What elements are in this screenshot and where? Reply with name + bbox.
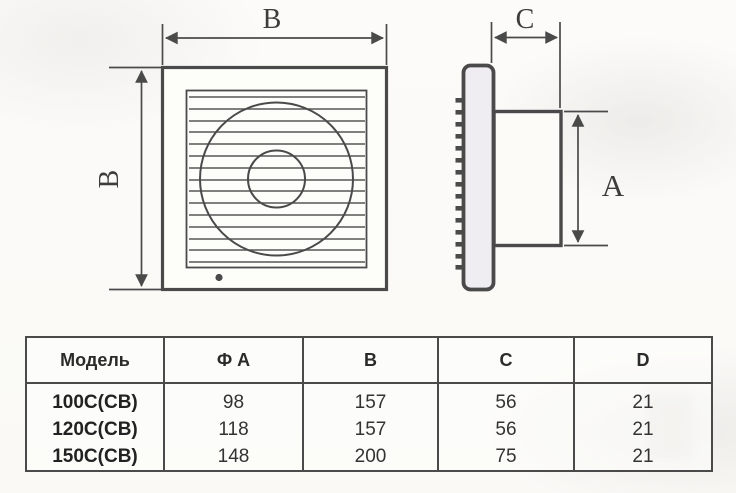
label-b-width: B xyxy=(262,4,282,35)
header-c: C xyxy=(438,337,574,383)
front-panel-profile xyxy=(464,66,494,290)
header-b: B xyxy=(303,337,438,383)
table-row xyxy=(26,383,712,416)
table-row xyxy=(26,443,712,471)
table-header-row xyxy=(26,337,712,383)
cell-diameter-a: 148 xyxy=(164,443,303,471)
cell-b: 157 xyxy=(303,416,438,443)
table-row xyxy=(26,416,712,443)
cell-d: 21 xyxy=(574,416,712,443)
front-view xyxy=(163,68,387,290)
header-model: Модель xyxy=(26,337,164,383)
cell-c: 56 xyxy=(438,383,574,416)
cell-d: 21 xyxy=(574,443,712,471)
cell-model: 120C(CB) xyxy=(52,418,138,440)
cell-c: 75 xyxy=(438,443,574,471)
cell-b: 200 xyxy=(303,443,438,471)
cell-d: 21 xyxy=(574,383,712,416)
label-c-depth: C xyxy=(515,4,535,35)
cell-model: 100C(CB) xyxy=(52,391,138,413)
cell-model: 150C(CB) xyxy=(52,445,138,467)
side-view xyxy=(456,66,562,290)
indicator-dot xyxy=(215,274,222,281)
cell-c: 56 xyxy=(438,416,574,443)
spec-table xyxy=(25,336,713,472)
label-b-height: B xyxy=(94,169,125,189)
louver-ribs xyxy=(456,98,463,270)
header-d: D xyxy=(574,337,712,383)
cell-diameter-a: 98 xyxy=(164,383,303,416)
cell-b: 157 xyxy=(303,383,438,416)
label-a-height: A xyxy=(601,168,625,203)
cell-diameter-a: 118 xyxy=(164,416,303,443)
header-diameter-a: Ф A xyxy=(164,337,303,383)
duct-spigot xyxy=(494,112,561,246)
